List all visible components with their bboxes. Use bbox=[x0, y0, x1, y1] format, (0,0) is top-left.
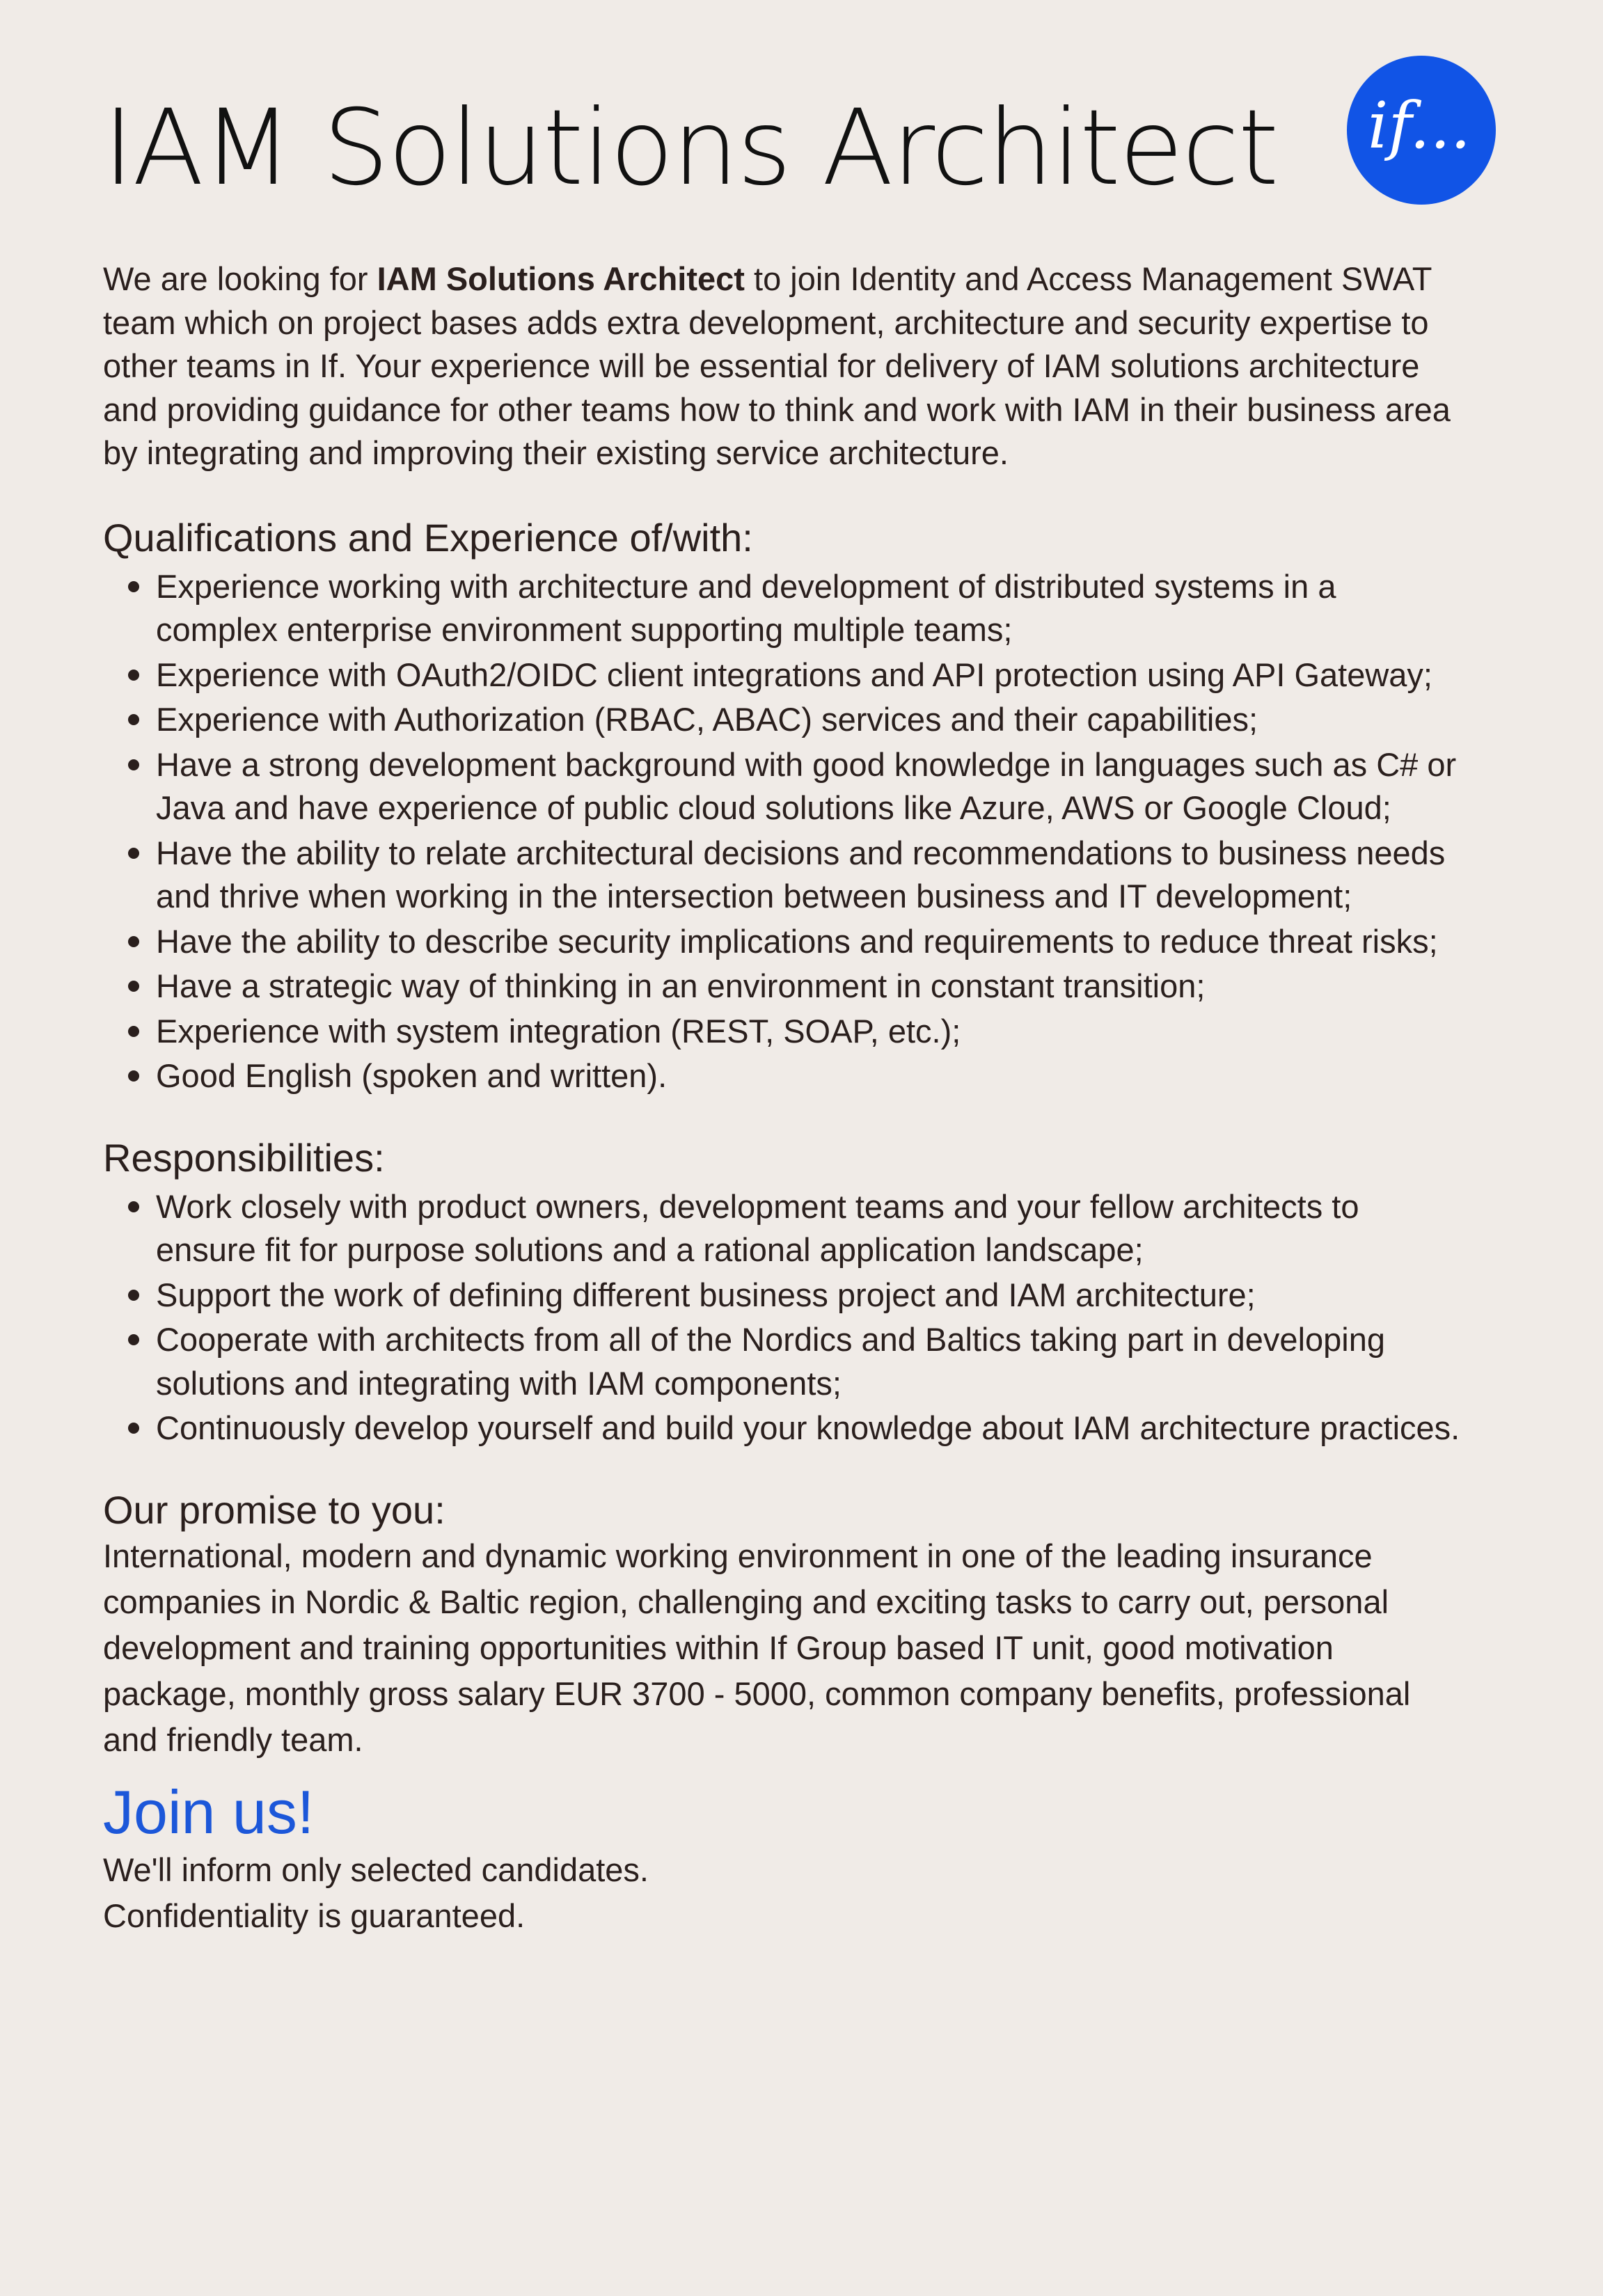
list-item: Experience with OAuth2/OIDC client integrations and API protection using API Gateway; bbox=[156, 654, 1460, 697]
list-item: Have a strategic way of thinking in an environment in constant transition; bbox=[156, 965, 1460, 1008]
bullet-icon bbox=[128, 670, 139, 681]
responsibilities-heading: Responsibilities: bbox=[103, 1135, 385, 1180]
bullet-icon bbox=[128, 1070, 139, 1082]
logo-text: if... bbox=[1368, 88, 1471, 163]
bullet-icon bbox=[128, 1423, 139, 1434]
bullet-icon bbox=[128, 1290, 139, 1301]
bullet-icon bbox=[128, 1026, 139, 1037]
list-item: Support the work of defining different business project and IAM architecture; bbox=[156, 1274, 1460, 1317]
if-logo bbox=[1347, 56, 1496, 205]
intro-suffix: to join Identity and Access Management SWAT team which on project bases adds extra development, architecture and security expertise to other teams in If. Your experience will be essential for delivery of IAM solutions architecture and providing guidance for other teams how to think and work with IAM in their business area by integrating and improving their existing service architecture. bbox=[103, 260, 1451, 471]
bullet-icon bbox=[128, 714, 139, 725]
bullet-icon bbox=[128, 981, 139, 992]
bullet-icon bbox=[128, 581, 139, 592]
promise-heading: Our promise to you: bbox=[103, 1487, 445, 1532]
list-item: Cooperate with architects from all of the Nordics and Baltics taking part in developing solutions and integrating with IAM components; bbox=[156, 1318, 1460, 1405]
list-item: Have the ability to relate architectural decisions and recommendations to business needs and thrive when working in the intersection between business and IT development; bbox=[156, 832, 1460, 919]
list-item: Good English (spoken and written). bbox=[156, 1054, 1460, 1098]
bullet-icon bbox=[128, 848, 139, 859]
bullet-icon bbox=[128, 1201, 139, 1212]
join-heading: Join us! bbox=[103, 1778, 315, 1847]
qualifications-heading: Qualifications and Experience of/with: bbox=[103, 515, 753, 560]
list-item: Work closely with product owners, development teams and your fellow architects to ensure fit for purpose solutions and a rational application landscape; bbox=[156, 1185, 1460, 1272]
intro-highlight: IAM Solutions Architect bbox=[377, 260, 745, 297]
page-title: IAM Solutions Architect bbox=[103, 88, 1278, 209]
bullet-icon bbox=[128, 759, 139, 770]
list-item: Have a strong development background with good knowledge in languages such as C# or Java and have experience of public cloud solutions like Azure, AWS or Google Cloud; bbox=[156, 743, 1460, 830]
footer-line-2: Confidentiality is guaranteed. bbox=[103, 1897, 526, 1935]
intro-prefix: We are looking for bbox=[103, 260, 377, 297]
intro-paragraph bbox=[103, 258, 1460, 475]
list-item: Experience working with architecture and development of distributed systems in a complex enterprise environment supporting multiple teams; bbox=[156, 565, 1460, 652]
content bbox=[103, 258, 1460, 1939]
promise-text: International, modern and dynamic working environment in one of the leading insurance companies in Nordic & Baltic region, challenging and exciting tasks to carry out, personal development and training opportunities within If Group based IT unit, good motivation package, monthly gross salary EUR 3700 - 5000, common company benefits, professional and friendly team. bbox=[103, 1537, 1411, 1759]
qualifications-list bbox=[103, 565, 1460, 1098]
list-item: Experience with Authorization (RBAC, ABAC) services and their capabilities; bbox=[156, 698, 1460, 742]
list-item: Continuously develop yourself and build your knowledge about IAM architecture practices. bbox=[156, 1407, 1460, 1450]
footer-line-1: We'll inform only selected candidates. bbox=[103, 1851, 649, 1889]
bullet-icon bbox=[128, 936, 139, 947]
bullet-icon bbox=[128, 1334, 139, 1345]
list-item: Experience with system integration (REST, SOAP, etc.); bbox=[156, 1010, 1460, 1054]
responsibilities-list bbox=[103, 1185, 1460, 1450]
list-item: Have the ability to describe security implications and requirements to reduce threat risks; bbox=[156, 920, 1460, 964]
